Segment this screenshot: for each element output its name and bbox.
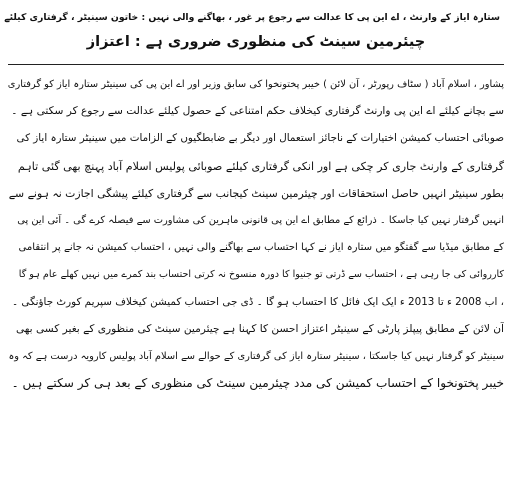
article-headline bbox=[4, 6, 504, 54]
body-line-5: بطور سینیٹر انہیں حاصل استحقاقات اور چیئرمین سینٹ کیجانب سے گرفتاری کیلئے پیشگی اجازت نہ ہونے سے bbox=[8, 186, 504, 200]
body-line-10: آن لائن کے مطابق پیپلز پارٹی کے سینیٹر اعتزاز احسن کا کہنا ہے چیئرمین سینٹ کی منظوری کے بغیر کسی بھی bbox=[15, 322, 504, 335]
body-line-6: انہیں گرفتار نہیں کیا جاسکا ۔ ذرائع کے مطابق اے این پی قانونی ماہرین کی مشاورت سے فیصلہ کرے گی ۔ آئی این پی bbox=[17, 215, 504, 227]
headline-divider bbox=[8, 64, 504, 65]
headline-line-2: چیئرمین سینٹ کی منظوری ضروری ہے : اعتزاز bbox=[86, 34, 426, 50]
body-line-11: سینیٹر کو گرفتار نہیں کیا جاسکتا ، سینیٹر ستارہ ایاز کی گرفتاری کے حوالے سے اسلام آباد پولیس کارویہ درست ہے کہ وہ bbox=[8, 351, 504, 363]
body-line-12: خیبر پختونخوا کے احتساب کمیشن کی مدد چیئرمین سینٹ کی منظوری کے بعد ہی کر سکتے ہیں ۔ bbox=[11, 376, 504, 391]
body-line-8: کارروائی کی جا رہی ہے ، احتساب سے ڈرتی تو جنیوا کا دورہ منسوخ نہ کرتی احتساب بند کمرے میں نہیں کھلے عام ہو گا bbox=[18, 269, 504, 281]
body-line-1: پشاور ، اسلام آباد ( سٹاف رپورٹر ، آن لائن ) خیبر پختونخوا کی سابق وزیر اور اے این پی کی سینیٹر ستارہ ایاز کو گرفتاری bbox=[8, 79, 504, 90]
body-line-2: سے بچانے کیلئے اے این پی وارنٹ گرفتاری کیخلاف حکم امتناعی کے حصول کیلئے عدالت سے رجوع کر سکتی ہے ۔ bbox=[11, 105, 504, 118]
body-line-3: صوبائی احتساب کمیشن اختیارات کے ناجائز استعمال اور دیگر بے ضابطگیوں کے الزامات میں سینیٹر ستارہ ایاز کی bbox=[16, 132, 504, 145]
body-line-4: گرفتاری کے وارنٹ جاری کر چکی ہے اور انکی گرفتاری کیلئے صوبائی پولیس اسلام آباد پہنچ بھی گئی تاہم bbox=[17, 159, 504, 173]
article-body bbox=[8, 71, 504, 397]
body-line-7: کے مطابق میڈیا سے گفتگو میں ستارہ ایاز نے کہا احتساب سے بھاگنے والی نہیں ، احتساب کمیشن نہ جانے پر انتقامی bbox=[18, 242, 504, 254]
headline-line-1: ستارہ ایاز کے وارنٹ ، اے این پی کا عدالت سے رجوع پر غور ، بھاگنے والی نہیں : خاتون سینیٹر ، گرفتاری کیلئے bbox=[4, 12, 500, 23]
body-line-9: ، اب 2008 ء تا 2013 ء ایک ایک فائل کا احتساب ہو گا ۔ ڈی جی احتساب کمیشن کیخلاف سپریم کورٹ جاؤنگی ۔ bbox=[12, 295, 504, 308]
